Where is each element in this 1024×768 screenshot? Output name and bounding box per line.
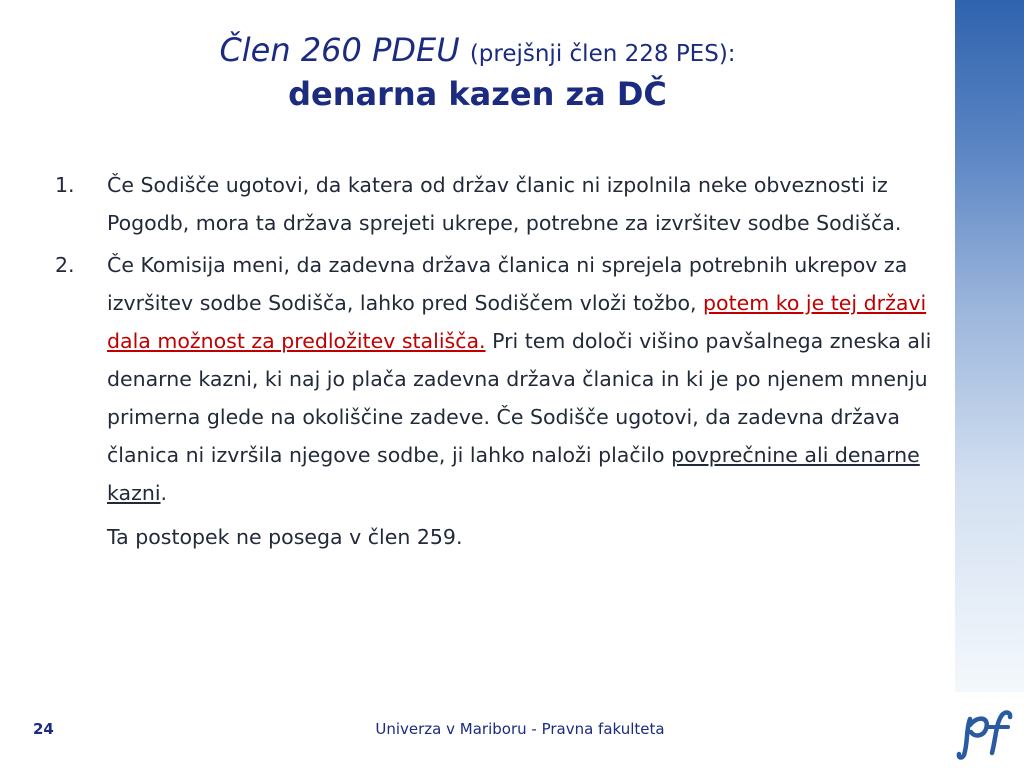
extra-paragraph: Ta postopek ne posega v člen 259. — [107, 525, 463, 549]
list-item — [55, 246, 940, 512]
title-main: Člen 260 PDEU — [219, 31, 460, 69]
list-item-text — [107, 246, 940, 512]
title-sub: (prejšnji člen 228 PES): — [469, 41, 736, 67]
page-number: 24 — [33, 720, 54, 738]
item-text-part: Pri tem določi višino pavšalnega zneska ali denarne kazni, ki naj jo plača zadevna država članica in ki je po njenem mnenju primerna glede na okoliščine zadeve. Če Sodišče ugotovi, da zadevna država članica ni izvršila njegove sodbe, ji lahko naloži plačilo — [107, 329, 932, 467]
list-item-number: 1. — [55, 173, 75, 197]
pf-logo-icon — [956, 705, 1016, 761]
list-item — [55, 166, 940, 242]
hyperlink-penalty[interactable]: povprečnine ali denarne kazni — [107, 443, 920, 505]
list-item-number: 2. — [55, 253, 75, 277]
item-text-part: . — [160, 481, 168, 505]
title-line-1 — [0, 30, 955, 74]
footer-institution: Univerza v Mariboru - Pravna fakulteta — [375, 720, 665, 738]
article-list — [55, 166, 940, 556]
hyperlink-opportunity[interactable]: potem ko je tej državi dala možnost za predložitev stališča. — [107, 291, 927, 353]
title-line-2: denarna kazen za DČ — [288, 75, 667, 113]
slide-title — [0, 30, 955, 114]
list-item-text: Če Sodišče ugotovi, da katera od držav članic ni izpolnila neke obveznosti iz Pogodb, mora ta država sprejeti ukrepe, potrebne za izvršitev sodbe Sodišča. — [107, 173, 902, 235]
side-gradient-band — [955, 0, 1024, 692]
item-text-part: Če Komisija meni, da zadevna država članica ni sprejela potrebnih ukrepov za izvršitev sodbe Sodišča, lahko pred Sodiščem vloži tožbo, — [107, 253, 908, 315]
